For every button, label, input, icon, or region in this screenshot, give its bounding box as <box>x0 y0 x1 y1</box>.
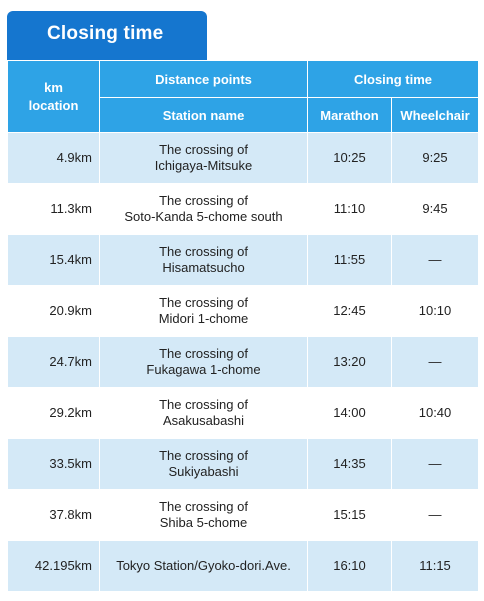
wheelchair-time-cell: 11:15 <box>392 541 479 592</box>
km-location-cell: 33.5km <box>8 439 100 490</box>
station-name-line1: Tokyo Station/Gyoko-dori.Ave. <box>116 558 291 573</box>
km-location-cell: 15.4km <box>8 235 100 286</box>
wheelchair-time-cell: — <box>392 337 479 388</box>
wheelchair-time-cell: — <box>392 490 479 541</box>
closing-time-table <box>7 60 479 592</box>
km-location-cell: 4.9km <box>8 133 100 184</box>
station-name-line1: The crossing of <box>159 448 248 463</box>
station-name-cell <box>100 541 308 592</box>
table-row <box>8 337 479 388</box>
station-name-line1: The crossing of <box>159 397 248 412</box>
table-body <box>8 133 479 592</box>
wheelchair-time-cell: — <box>392 439 479 490</box>
station-name-cell <box>100 184 308 235</box>
table-row <box>8 541 479 592</box>
station-name-cell <box>100 439 308 490</box>
wheelchair-time-cell: 9:25 <box>392 133 479 184</box>
marathon-time-cell: 11:55 <box>308 235 392 286</box>
table-row <box>8 286 479 337</box>
table-row <box>8 388 479 439</box>
station-name-cell <box>100 235 308 286</box>
station-name-line2: Ichigaya-Mitsuke <box>154 158 253 173</box>
station-name-cell <box>100 388 308 439</box>
wheelchair-time-cell: — <box>392 235 479 286</box>
station-name-cell <box>100 133 308 184</box>
table-row <box>8 235 479 286</box>
table-row <box>8 184 479 235</box>
station-name-line2: Soto-Kanda 5-chome south <box>124 209 283 224</box>
km-location-cell: 29.2km <box>8 388 100 439</box>
station-name-line2: Shiba 5-chome <box>159 515 248 530</box>
marathon-time-cell: 16:10 <box>308 541 392 592</box>
header-km-line1: km <box>44 79 63 95</box>
header-distance-points: Distance points <box>100 61 308 98</box>
header-marathon: Marathon <box>308 98 392 133</box>
marathon-time-cell: 14:35 <box>308 439 392 490</box>
marathon-time-cell: 15:15 <box>308 490 392 541</box>
km-location-cell: 11.3km <box>8 184 100 235</box>
table-row <box>8 439 479 490</box>
station-name-cell <box>100 490 308 541</box>
station-name-line2: Fukagawa 1-chome <box>146 362 261 377</box>
km-location-cell: 42.195km <box>8 541 100 592</box>
station-name-line2: Hisamatsucho <box>162 260 245 275</box>
station-name-cell <box>100 286 308 337</box>
marathon-time-cell: 14:00 <box>308 388 392 439</box>
marathon-time-cell: 11:10 <box>308 184 392 235</box>
km-location-cell: 20.9km <box>8 286 100 337</box>
table-row <box>8 490 479 541</box>
closing-time-table-wrapper <box>7 60 478 592</box>
page-title: Closing time <box>47 23 164 44</box>
marathon-time-cell: 10:25 <box>308 133 392 184</box>
station-name-cell <box>100 337 308 388</box>
wheelchair-time-cell: 10:40 <box>392 388 479 439</box>
station-name-line1: The crossing of <box>159 193 248 208</box>
header-km-line2: location <box>28 97 79 113</box>
header-km-location <box>8 61 100 133</box>
title-tab <box>7 11 207 60</box>
station-name-line1: The crossing of <box>159 244 248 259</box>
km-location-cell: 24.7km <box>8 337 100 388</box>
station-name-line1: The crossing of <box>159 142 248 157</box>
km-location-cell: 37.8km <box>8 490 100 541</box>
wheelchair-time-cell: 10:10 <box>392 286 479 337</box>
station-name-line2: Asakusabashi <box>163 413 244 428</box>
station-name-line1: The crossing of <box>159 295 248 310</box>
station-name-line2: Sukiyabashi <box>168 464 239 479</box>
header-station-name: Station name <box>100 98 308 133</box>
marathon-time-cell: 13:20 <box>308 337 392 388</box>
table-row <box>8 133 479 184</box>
marathon-time-cell: 12:45 <box>308 286 392 337</box>
header-closing-time: Closing time <box>308 61 479 98</box>
station-name-line1: The crossing of <box>159 346 248 361</box>
station-name-line1: The crossing of <box>159 499 248 514</box>
header-wheelchair: Wheelchair <box>392 98 479 133</box>
wheelchair-time-cell: 9:45 <box>392 184 479 235</box>
station-name-line2: Midori 1-chome <box>158 311 249 326</box>
